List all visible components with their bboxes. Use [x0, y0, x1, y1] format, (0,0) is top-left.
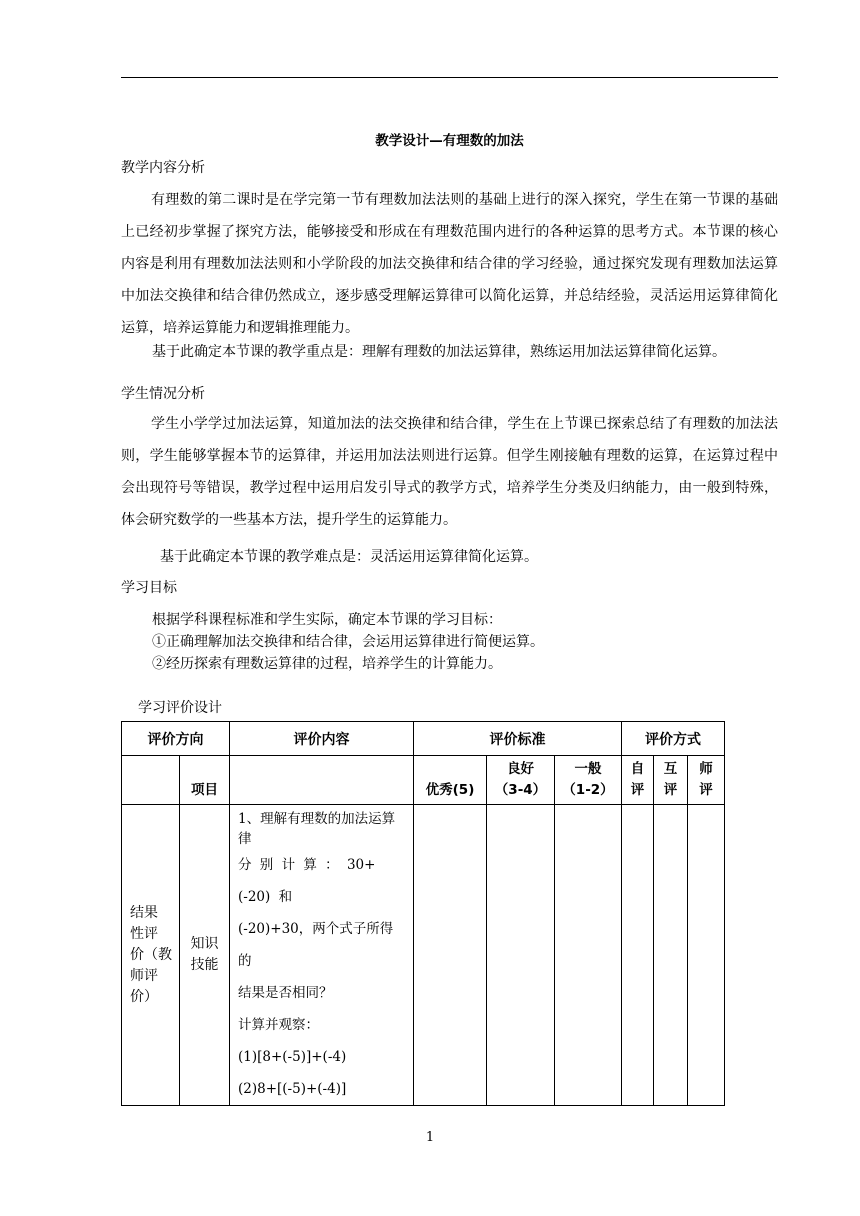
content-analysis-paragraph: 有理数的第二课时是在学完第一节有理数加法法则的基础上进行的深入探究，学生在第一节课的基础上已经初步掌握了探究方法，能够接受和形成在有理数范围内进行的各种运算的思考方式。本节课的核心内容是利用有理数加法法则和小学阶段的加法交换律和结合律的学习经验，通过探究发现有理数加法运算中加法交换律和结合律仍然成立，逐步感受理解运算律可以简化运算，并总结经验，灵活运用运算律简化运算，培养运算能力和逻辑推理能力。	[121, 192, 778, 336]
header-rule	[121, 77, 778, 78]
header-content-cell	[230, 722, 414, 756]
header-standard: 评价标准	[489, 731, 546, 748]
header-direction-cell	[122, 722, 230, 756]
subheader-teacher-eval: 师 评	[688, 756, 725, 805]
section-heading-evaluation: 学习评价设计	[138, 700, 222, 716]
teacher-eval-cell	[688, 805, 725, 1106]
header-content: 评价内容	[293, 731, 350, 748]
self-eval-cell	[622, 805, 654, 1106]
table-header-row	[122, 722, 725, 756]
subheader-average: 一般 （1-2）	[555, 756, 622, 805]
header-direction: 评价方向	[147, 731, 204, 748]
project-cell: 知识 技能	[180, 805, 230, 1106]
excellent-score-cell	[414, 805, 487, 1106]
subheader-self-eval: 自 评	[622, 756, 654, 805]
subheader-empty-cell	[122, 756, 180, 805]
subheader-content-empty	[230, 756, 414, 805]
table-subheader-row	[122, 756, 725, 805]
objectives-intro: 根据学科课程标准和学生实际，确定本节课的学习目标：	[152, 612, 502, 628]
subheader-project: 项目	[180, 756, 230, 805]
header-standard-cell	[414, 722, 622, 756]
header-method-cell	[622, 722, 725, 756]
page-number: 1	[425, 1130, 435, 1145]
good-score-cell	[487, 805, 555, 1106]
subheader-peer-eval: 互 评	[654, 756, 688, 805]
student-analysis-difficulty: 基于此确定本节课的教学难点是：灵活运用运算律简化运算。	[160, 549, 538, 565]
section-heading-content-analysis: 教学内容分析	[121, 160, 205, 176]
content-analysis-key-point: 基于此确定本节课的教学重点是：理解有理数的加法运算律，熟练运用加法运算律简化运算。	[152, 344, 726, 360]
header-method: 评价方式	[645, 731, 701, 748]
content-cell: 1、理解有理数的加法运算 律 分 别 计 算 ： 30+(-20) 和 (-20)+30，两个式子所得的 结果是否相同？ 计算并观察： (1)[8+(-5)]+(-4) (2)8+[(-5)+(-4)]	[230, 805, 414, 1106]
objective-item-1: ①正确理解加法交换律和结合律，会运用运算律进行简便运算。	[152, 634, 544, 650]
subheader-good: 良好 （3-4）	[487, 756, 555, 805]
document-title: 教学设计—有理数的加法	[375, 133, 524, 149]
average-score-cell	[555, 805, 622, 1106]
objective-item-2: ②经历探索有理数运算律的过程，培养学生的计算能力。	[152, 656, 502, 672]
section-heading-student-analysis: 学生情况分析	[121, 386, 205, 402]
section-heading-objectives: 学习目标	[121, 580, 177, 596]
student-analysis-paragraph: 学生小学学过加法运算，知道加法的法交换律和结合律，学生在上节课已探索总结了有理数的加法法则，学生能够掌握本节的运算律，并运用加法法则进行运算。但学生刚接触有理数的运算，在运算过程中会出现符号等错误，教学过程中运用启发引导式的教学方式，培养学生分类及归纳能力，由一般到特殊，体会研究数学的一些基本方法，提升学生的运算能力。	[121, 416, 778, 528]
direction-cell: 结果 性评 价（教 师评 价）	[122, 805, 180, 1106]
table-row	[122, 805, 725, 1106]
subheader-excellent: 优秀(5)	[414, 756, 487, 805]
evaluation-table	[121, 721, 725, 1106]
peer-eval-cell	[654, 805, 688, 1106]
